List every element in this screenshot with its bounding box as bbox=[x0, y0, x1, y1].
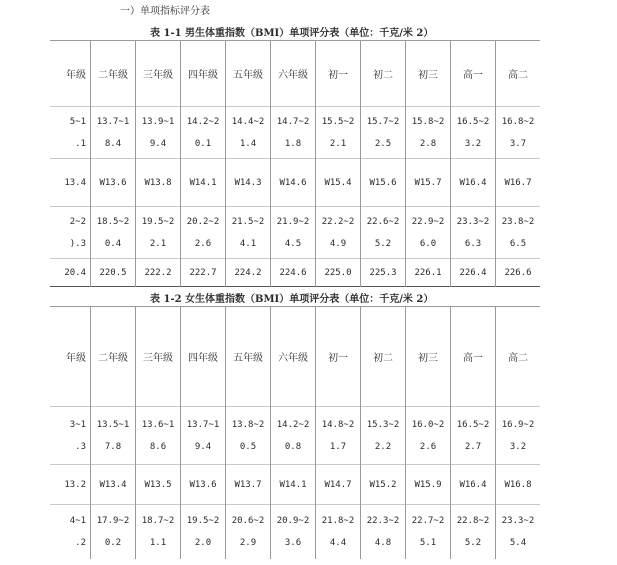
cell-line: 14.2~2 bbox=[276, 419, 310, 430]
cell-line: 6.0 bbox=[419, 238, 437, 249]
table-cell: 226.1 bbox=[406, 259, 451, 287]
table-cell: 224.2 bbox=[226, 259, 271, 287]
table-cell bbox=[451, 407, 496, 465]
header-cell: 初三 bbox=[406, 307, 451, 407]
table-cell bbox=[316, 107, 361, 159]
table-cell bbox=[50, 505, 91, 559]
cell-line: 4.8 bbox=[374, 537, 392, 548]
header-cell: 年级 bbox=[66, 70, 86, 81]
cell-line: 22.8~2 bbox=[456, 515, 490, 526]
cell-line: 22.9~2 bbox=[411, 216, 445, 227]
cell-line: 0.8 bbox=[284, 441, 302, 452]
cell-line: 5.4 bbox=[509, 537, 527, 548]
table-cell: 226.4 bbox=[451, 259, 496, 287]
cell-line: 21.8~2 bbox=[321, 515, 355, 526]
table-cell bbox=[361, 107, 406, 159]
cell-line: 16.5~2 bbox=[456, 116, 490, 127]
table-cell bbox=[451, 207, 496, 259]
cell-line: 14.2~2 bbox=[186, 116, 220, 127]
header-cell: 六年级 bbox=[271, 41, 316, 107]
cell-line: 2.6 bbox=[194, 238, 212, 249]
table-cell bbox=[496, 207, 541, 259]
header-cell: 三年级 bbox=[136, 307, 181, 407]
cell-line: 23.3~2 bbox=[456, 216, 490, 227]
cell-line: 21.9~2 bbox=[276, 216, 310, 227]
table-cell bbox=[91, 505, 136, 559]
cell-line: 8.4 bbox=[104, 138, 122, 149]
table-cell: W15.9 bbox=[406, 465, 451, 505]
cell-line: 7.8 bbox=[104, 441, 122, 452]
table-cell: W15.6 bbox=[361, 159, 406, 207]
cell-line: 0.4 bbox=[104, 238, 122, 249]
table-cell bbox=[226, 505, 271, 559]
cell-line: 4.9 bbox=[329, 238, 347, 249]
table-cell bbox=[226, 407, 271, 465]
cell-line: 22.2~2 bbox=[321, 216, 355, 227]
cell-line: 20.2~2 bbox=[186, 216, 220, 227]
cell-line: 23.8~2 bbox=[501, 216, 535, 227]
cell-line: 5~1 bbox=[69, 116, 86, 127]
cell-line: 2.1 bbox=[149, 238, 167, 249]
table-cell: 220.5 bbox=[91, 259, 136, 287]
table-cell: W16.4 bbox=[451, 465, 496, 505]
cell-line: 13.6~1 bbox=[141, 419, 175, 430]
header-cell: 四年级 bbox=[181, 307, 226, 407]
table-cell bbox=[226, 107, 271, 159]
table-cell: W13.6 bbox=[91, 159, 136, 207]
table-cell: W16.8 bbox=[496, 465, 541, 505]
cell-line: 13.9~1 bbox=[141, 116, 175, 127]
table-cell bbox=[406, 107, 451, 159]
table-cell bbox=[50, 207, 91, 259]
table-cell bbox=[496, 107, 541, 159]
cell-line: .2 bbox=[75, 537, 86, 548]
table-cell bbox=[181, 505, 226, 559]
cell-line: 14.4~2 bbox=[231, 116, 265, 127]
section-title: 一）单项指标评分表 bbox=[120, 6, 210, 17]
cell-line: 0.1 bbox=[194, 138, 212, 149]
table-cell: 13.4 bbox=[50, 159, 91, 207]
table-cell: W16.4 bbox=[451, 159, 496, 207]
table-cell: 225.0 bbox=[316, 259, 361, 287]
cell-line: 4.4 bbox=[329, 537, 347, 548]
table-cell: W13.8 bbox=[136, 159, 181, 207]
cell-line: 2.1 bbox=[329, 138, 347, 149]
cell-line: 22.6~2 bbox=[366, 216, 400, 227]
table-cell: W14.6 bbox=[271, 159, 316, 207]
cell-line: 16.9~2 bbox=[501, 419, 535, 430]
table-cell bbox=[181, 407, 226, 465]
cell-line: 18.5~2 bbox=[96, 216, 130, 227]
cell-line: 2~2 bbox=[69, 216, 86, 227]
cell-line: 4.5 bbox=[284, 238, 302, 249]
header-cell: 高一 bbox=[451, 41, 496, 107]
cell-line: 18.7~2 bbox=[141, 515, 175, 526]
table-cell: W15.2 bbox=[361, 465, 406, 505]
table-row bbox=[50, 259, 540, 287]
table-cell bbox=[361, 207, 406, 259]
cell-line: 14.7~2 bbox=[276, 116, 310, 127]
cell-line: 20.6~2 bbox=[231, 515, 265, 526]
table-cell bbox=[406, 505, 451, 559]
table-cell bbox=[271, 407, 316, 465]
header-cell: 五年级 bbox=[226, 307, 271, 407]
cell-line: 13.5~1 bbox=[96, 419, 130, 430]
table-cell bbox=[271, 207, 316, 259]
table-row bbox=[50, 107, 540, 159]
cell-line: 0.2 bbox=[104, 537, 122, 548]
cell-line: ).3 bbox=[69, 238, 86, 249]
table-cell: W16.7 bbox=[496, 159, 541, 207]
header-cell: 初一 bbox=[316, 307, 361, 407]
cell-line: 6.5 bbox=[509, 238, 527, 249]
table-cell: 225.3 bbox=[361, 259, 406, 287]
table-cell bbox=[316, 407, 361, 465]
table-cell bbox=[406, 407, 451, 465]
cell-line: 2.0 bbox=[194, 537, 212, 548]
cell-line: 13.8~2 bbox=[231, 419, 265, 430]
header-cell: 五年级 bbox=[226, 41, 271, 107]
cell-line: 9.4 bbox=[149, 138, 167, 149]
cell-line: 3.6 bbox=[284, 537, 302, 548]
table-cell bbox=[91, 107, 136, 159]
header-row bbox=[50, 307, 540, 407]
table-2-caption: 表 1-2 女生体重指数（BMI）单项评分表（单位：千克/米 2） bbox=[150, 294, 434, 305]
cell-line: 9.4 bbox=[194, 441, 212, 452]
cell-line: 2.7 bbox=[464, 441, 482, 452]
cell-line: 6.3 bbox=[464, 238, 482, 249]
cell-line: 13.7~1 bbox=[186, 419, 220, 430]
table-cell bbox=[496, 407, 541, 465]
table-cell bbox=[271, 107, 316, 159]
table-cell bbox=[50, 407, 91, 465]
table-cell bbox=[406, 207, 451, 259]
cell-line: 1.1 bbox=[149, 537, 167, 548]
cell-line: 3.2 bbox=[509, 441, 527, 452]
cell-line: .3 bbox=[75, 441, 86, 452]
cell-line: 15.3~2 bbox=[366, 419, 400, 430]
table-cell bbox=[361, 505, 406, 559]
table-cell bbox=[136, 107, 181, 159]
table-cell: 222.7 bbox=[181, 259, 226, 287]
table-cell bbox=[181, 107, 226, 159]
female-bmi-table bbox=[50, 306, 540, 559]
header-cell: 初二 bbox=[361, 307, 406, 407]
cell-line: 2.8 bbox=[419, 138, 437, 149]
cell-line: 2.9 bbox=[239, 537, 257, 548]
cell-line: .1 bbox=[75, 138, 86, 149]
cell-line: 1.8 bbox=[284, 138, 302, 149]
table-cell: 13.2 bbox=[50, 465, 91, 505]
header-row bbox=[50, 41, 540, 107]
table-cell bbox=[136, 407, 181, 465]
table-row bbox=[50, 407, 540, 465]
header-cell: 四年级 bbox=[181, 41, 226, 107]
table-cell: W14.1 bbox=[181, 159, 226, 207]
table-cell bbox=[226, 207, 271, 259]
table-cell bbox=[496, 505, 541, 559]
table-cell: W13.6 bbox=[181, 465, 226, 505]
cell-line: 15.8~2 bbox=[411, 116, 445, 127]
cell-line: 15.7~2 bbox=[366, 116, 400, 127]
table-cell: 20.4 bbox=[50, 259, 91, 287]
table-cell: W13.7 bbox=[226, 465, 271, 505]
cell-line: 5.2 bbox=[464, 537, 482, 548]
header-cell: 初二 bbox=[361, 41, 406, 107]
table-cell: 222.2 bbox=[136, 259, 181, 287]
cell-line: 20.9~2 bbox=[276, 515, 310, 526]
cell-line: 19.5~2 bbox=[186, 515, 220, 526]
header-cell: 初三 bbox=[406, 41, 451, 107]
table-cell: W14.7 bbox=[316, 465, 361, 505]
male-bmi-table bbox=[50, 40, 540, 287]
table-cell bbox=[91, 207, 136, 259]
cell-line: 16.5~2 bbox=[456, 419, 490, 430]
table-cell bbox=[271, 505, 316, 559]
cell-line: 3~1 bbox=[69, 419, 86, 430]
table-cell: 224.6 bbox=[271, 259, 316, 287]
cell-line: 4.1 bbox=[239, 238, 257, 249]
header-cell: 年级 bbox=[66, 353, 86, 364]
cell-line: 3.2 bbox=[464, 138, 482, 149]
header-cell: 高二 bbox=[496, 307, 541, 407]
table-row bbox=[50, 207, 540, 259]
table-row bbox=[50, 159, 540, 207]
cell-line: 16.8~2 bbox=[501, 116, 535, 127]
cell-line: 1.4 bbox=[239, 138, 257, 149]
table-cell: 226.6 bbox=[496, 259, 541, 287]
cell-line: 22.3~2 bbox=[366, 515, 400, 526]
cell-line: 23.3~2 bbox=[501, 515, 535, 526]
cell-line: 21.5~2 bbox=[231, 216, 265, 227]
cell-line: 2.6 bbox=[419, 441, 437, 452]
table-row bbox=[50, 505, 540, 559]
table-cell bbox=[451, 107, 496, 159]
header-cell: 高二 bbox=[496, 41, 541, 107]
header-cell: 初一 bbox=[316, 41, 361, 107]
cell-line: 19.5~2 bbox=[141, 216, 175, 227]
table-1-caption: 表 1-1 男生体重指数（BMI）单项评分表（单位：千克/米 2） bbox=[150, 28, 434, 39]
cell-line: 8.6 bbox=[149, 441, 167, 452]
table-cell bbox=[451, 505, 496, 559]
header-cell: 二年级 bbox=[91, 307, 136, 407]
header-cell: 高一 bbox=[451, 307, 496, 407]
table-cell bbox=[181, 207, 226, 259]
table-cell bbox=[50, 107, 91, 159]
cell-line: 0.5 bbox=[239, 441, 257, 452]
cell-line: 3.7 bbox=[509, 138, 527, 149]
cell-line: 15.5~2 bbox=[321, 116, 355, 127]
cell-line: 5.1 bbox=[419, 537, 437, 548]
table-cell: W13.5 bbox=[136, 465, 181, 505]
header-cell: 三年级 bbox=[136, 41, 181, 107]
table-cell: W13.4 bbox=[91, 465, 136, 505]
table-cell bbox=[316, 505, 361, 559]
table-cell: W14.3 bbox=[226, 159, 271, 207]
table-row bbox=[50, 465, 540, 505]
table-cell: W15.4 bbox=[316, 159, 361, 207]
table-cell bbox=[136, 207, 181, 259]
cell-line: 17.9~2 bbox=[96, 515, 130, 526]
cell-line: 5.2 bbox=[374, 238, 392, 249]
header-cell: 二年级 bbox=[91, 41, 136, 107]
table-cell: W14.1 bbox=[271, 465, 316, 505]
cell-line: 4~1 bbox=[69, 515, 86, 526]
table-cell bbox=[91, 407, 136, 465]
cell-line: 16.0~2 bbox=[411, 419, 445, 430]
table-cell: W15.7 bbox=[406, 159, 451, 207]
cell-line: 2.2 bbox=[374, 441, 392, 452]
cell-line: 14.8~2 bbox=[321, 419, 355, 430]
cell-line: 22.7~2 bbox=[411, 515, 445, 526]
cell-line: 1.7 bbox=[329, 441, 347, 452]
table-cell bbox=[316, 207, 361, 259]
header-cell: 六年级 bbox=[271, 307, 316, 407]
table-cell bbox=[361, 407, 406, 465]
table-cell bbox=[136, 505, 181, 559]
cell-line: 13.7~1 bbox=[96, 116, 130, 127]
cell-line: 2.5 bbox=[374, 138, 392, 149]
